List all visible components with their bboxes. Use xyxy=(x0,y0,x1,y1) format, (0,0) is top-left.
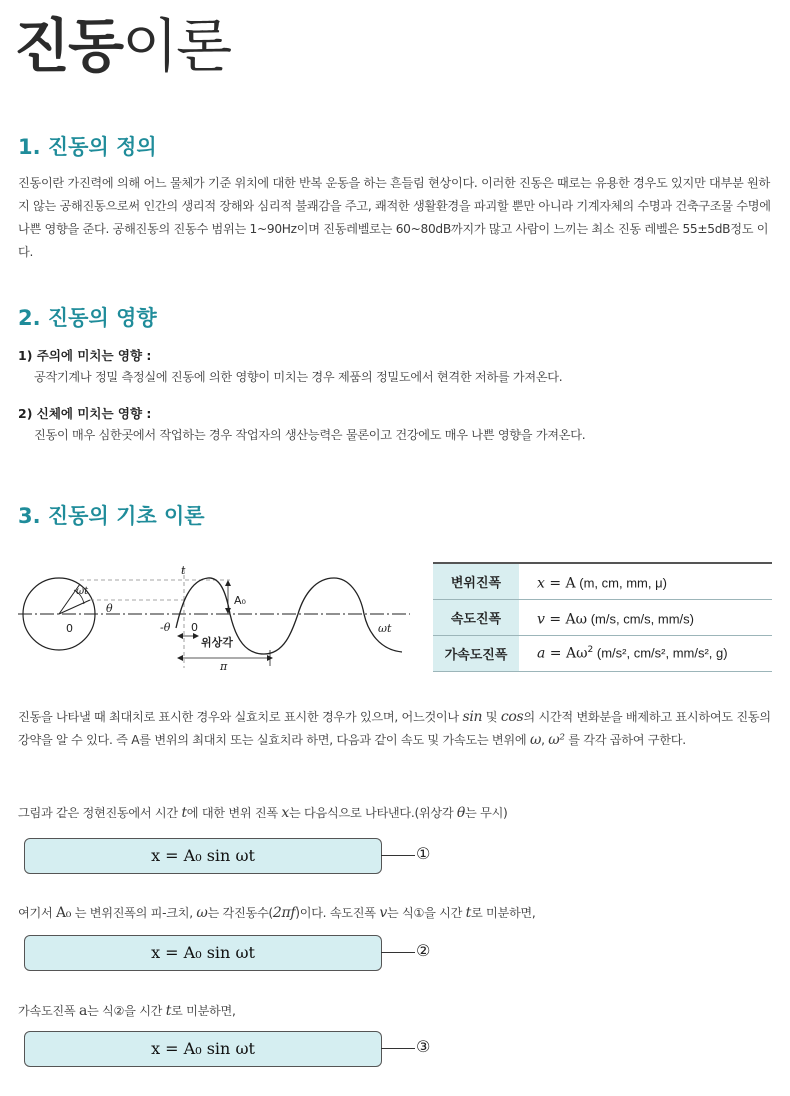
t-label: t xyxy=(181,564,186,577)
phase-angle-label: 위상각 xyxy=(201,636,233,649)
page-title: 진동이론 xyxy=(14,12,231,80)
equation-2-box: x = A₀ sin ωt xyxy=(24,935,382,971)
equation-2-number: ② xyxy=(416,941,431,960)
section-1-body: 진동이란 가진력에 의해 어느 물체가 기준 위치에 대한 반복 운동을 하는 흔들림 현상이다. 이러한 진동은 때로는 유용한 경우도 있지만 대부분 원하지 않는 공해진동으로써 인간의 생리적 장해와 심리적 불쾌감을 주고, 쾌적한 생활환경을 파괴할 뿐만 아니라 기계자체의 수명과 건축구조물 수명에 나쁜 영향을 준다. 공해진동의 진동수 범위는 1~90Hz이며 진동레벨로는 60~80dB까지가 많고 사람이 느끼는 최소 진동 레벨은 55±5dB정도 이다. xyxy=(18,176,771,259)
table-row xyxy=(433,636,772,672)
effect-2-title: 2) 신체에 미치는 영향 : xyxy=(18,406,152,421)
acceleration-text: 가속도진폭 a는 식②을 시간 t로 미분하면, xyxy=(18,1003,236,1019)
equation-2-leader xyxy=(381,952,415,953)
section-1-heading: 1. 진동의 정의 xyxy=(18,135,157,159)
row-formula: x = A (m, cm, mm, μ) xyxy=(519,563,772,600)
effect-1-title: 1) 주의에 미치는 영향 : xyxy=(18,348,152,363)
theory-paragraph: 진동을 나타낼 때 최대치로 표시한 경우와 실효치로 표시한 경우가 있으며, 어느것이나 sin 및 cos의 시간적 변화분을 배제하고 표시하여도 진동의 강약을 알 수 있다. 즉 A를 변위의 최대치 또는 실효치라 하면, 다음과 같이 속도 및 가속도는 변위에 ω, ω² 를 각각 곱하여 구한다. xyxy=(18,709,771,748)
table-row xyxy=(433,563,772,600)
equation-3-box: x = A₀ sin ωt xyxy=(24,1031,382,1067)
sine-vibration-text: 그림과 같은 정현진동에서 시간 t에 대한 변위 진폭 x는 다음식으로 나타낸다.(위상각 θ는 무시) xyxy=(18,805,508,821)
row-formula: $a = A\omega^2$ (m/s², cm/s², mm/s², g) xyxy=(519,636,772,672)
row-formula: v = Aω (m/s, cm/s, mm/s) xyxy=(519,600,772,636)
section-2-heading: 2. 진동의 영향 xyxy=(18,306,157,330)
section-3-heading: 3. 진동의 기초 이론 xyxy=(18,504,205,528)
equation-1-number: ① xyxy=(416,844,431,863)
effect-1-text: 공작기계나 정밀 측정실에 진동에 의한 영향이 미치는 경우 제품의 정밀도에서 현격한 저하를 가져온다. xyxy=(34,370,563,384)
equation-1-leader xyxy=(381,855,415,856)
zero-left-label: 0 xyxy=(66,622,73,635)
row-label: 변위진폭 xyxy=(433,563,519,600)
effect-2-text: 진동이 매우 심한곳에서 작업하는 경우 작업자의 생산능력은 물론이고 건강에도 매우 나쁜 영향을 가져온다. xyxy=(34,428,586,442)
sine-wave-figure xyxy=(18,562,418,672)
omega-t-label: ωt xyxy=(76,586,89,597)
equation-3-leader xyxy=(381,1048,415,1049)
amplitude-table xyxy=(433,562,772,672)
amplitude-label: A₀ xyxy=(234,594,246,607)
pi-label: π xyxy=(220,660,228,672)
velocity-text: 여기서 A₀ 는 변위진폭의 피-크치, ω는 각진동수(2πf)이다. 속도진폭 v는 식①을 시간 t로 미분하면, xyxy=(18,905,536,921)
zero-mid-label: 0 xyxy=(191,621,198,634)
equation-3-number: ③ xyxy=(416,1037,431,1056)
theta-label: θ xyxy=(106,602,113,615)
neg-theta-label: -θ xyxy=(160,621,171,634)
equation-1-box: x = A₀ sin ωt xyxy=(24,838,382,874)
row-label: 속도진폭 xyxy=(433,600,519,636)
row-label: 가속도진폭 xyxy=(433,636,519,672)
omega-t-axis-label: ωt xyxy=(378,622,392,635)
table-row xyxy=(433,600,772,636)
